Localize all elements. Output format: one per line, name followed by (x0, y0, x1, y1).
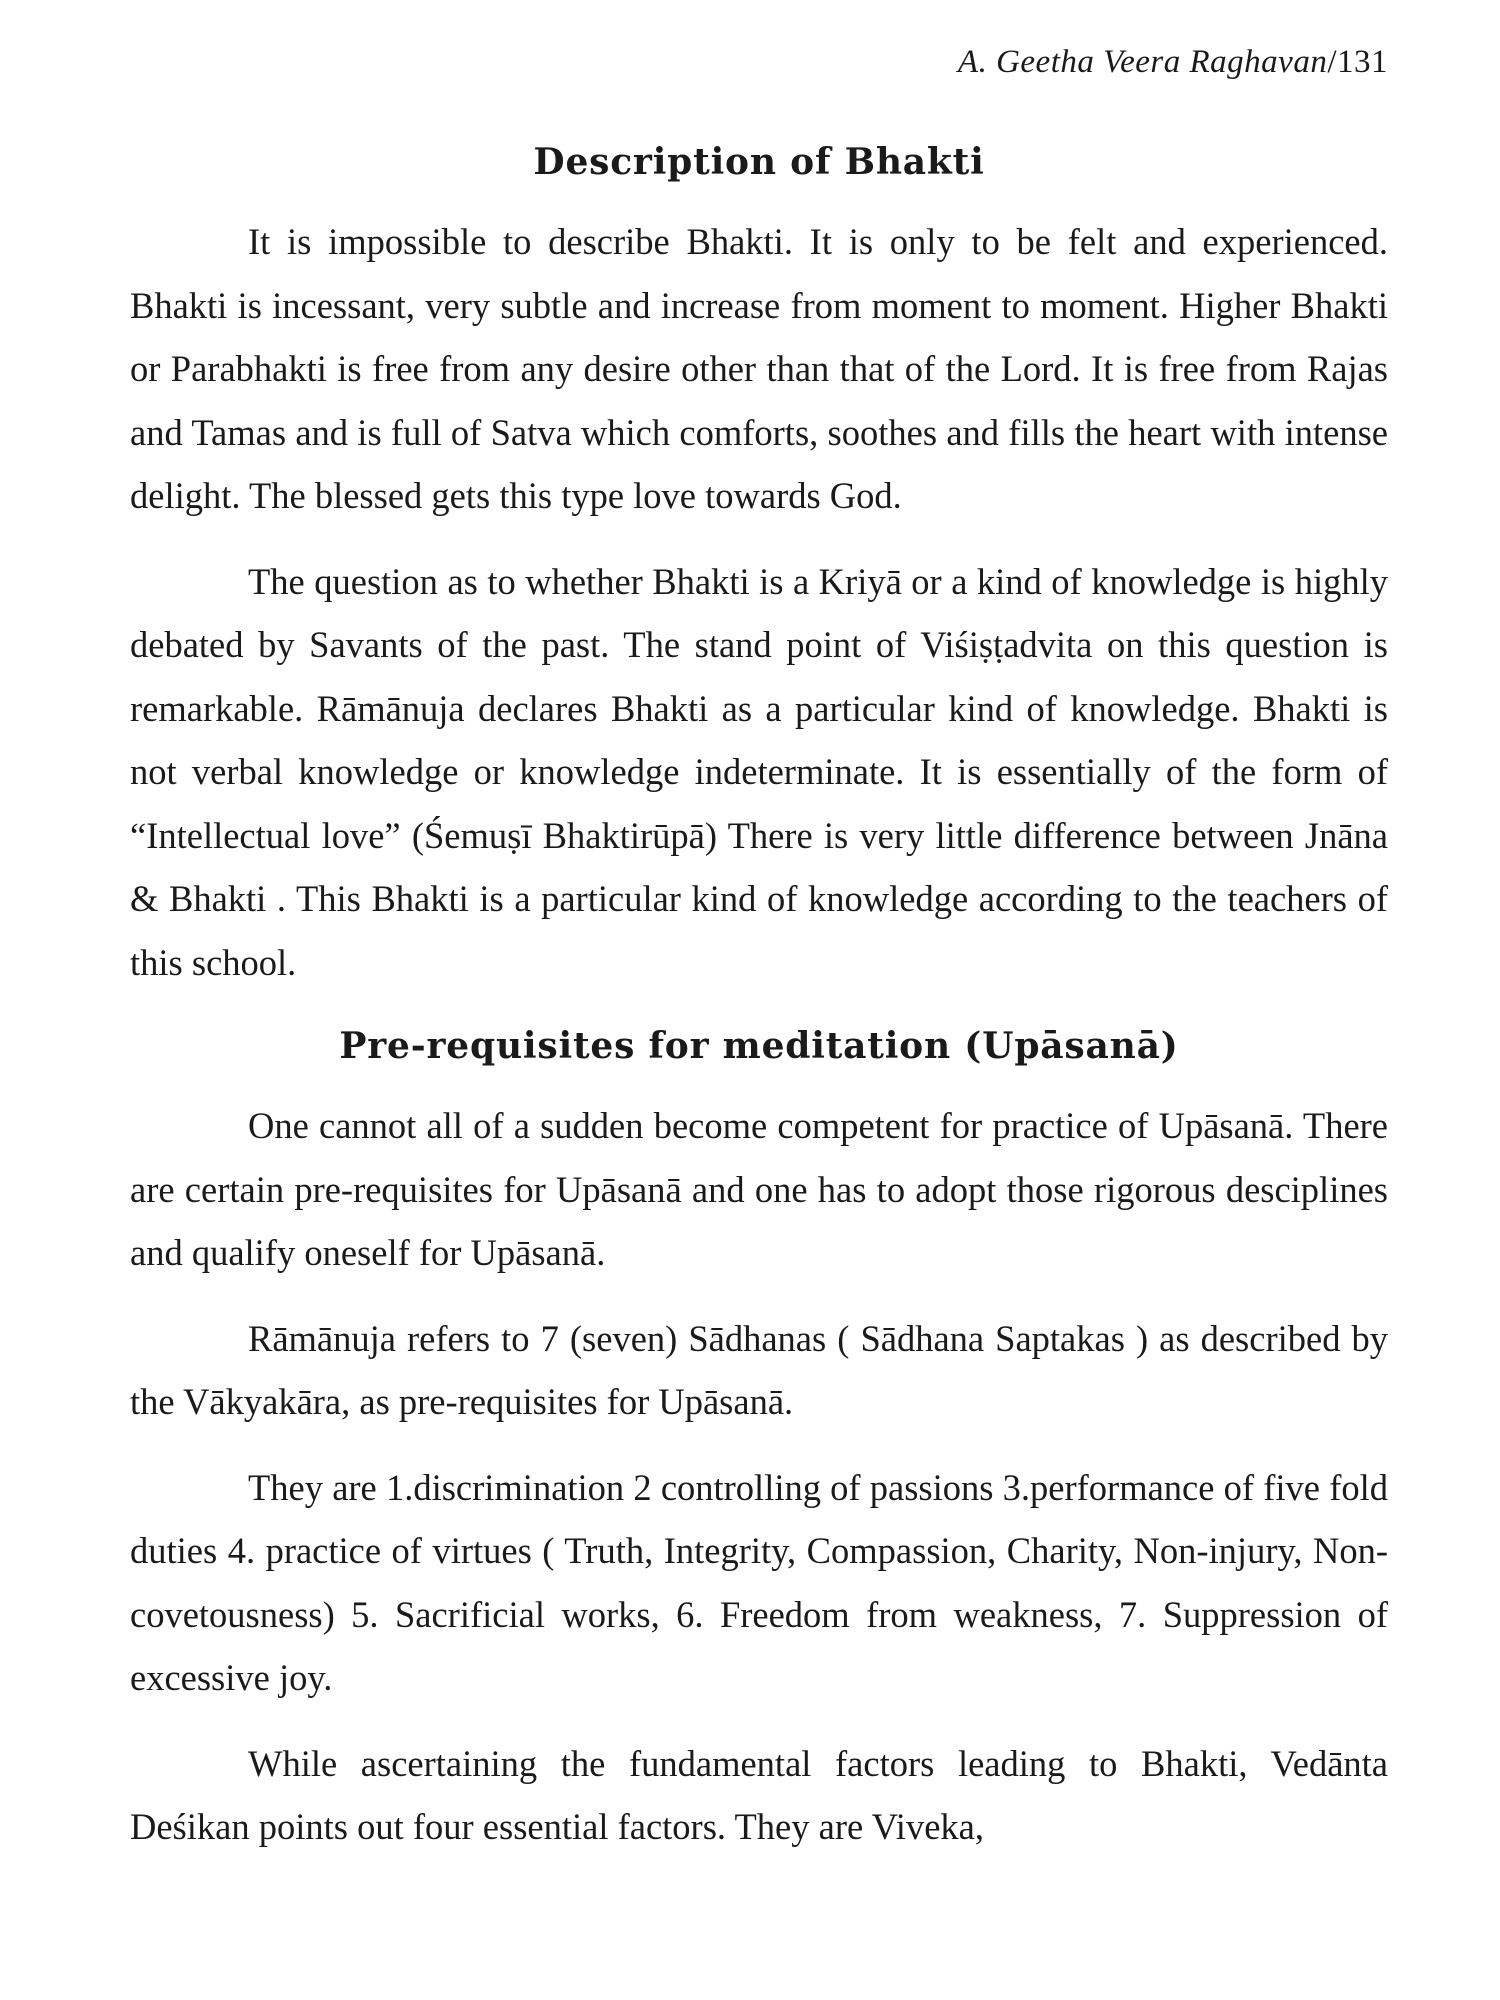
section-heading-pre-requisites: Pre-requisites for meditation (Upāsanā) (339, 1025, 1179, 1067)
paragraph: They are 1.discrimination 2 controlling of passions 3.performance of five fold duties 4. practice of virtues ( Truth, Integrity, Compassion, Charity, Non-injury, Non-covetousness) 5. Sacrificial works, 6. Freedom from weakness, 7. Suppression of excessive joy. (130, 1466, 1388, 1698)
running-head-separator: / (1327, 44, 1337, 80)
section-heading-description-of-bhakti: Description of Bhakti (533, 141, 985, 183)
running-head (958, 44, 1388, 81)
paragraph: Rāmānuja refers to 7 (seven) Sādhanas ( Sādhana Saptakas ) as described by the Vākyakāra, as pre-requisites for Upāsanā. (130, 1317, 1388, 1422)
paragraph: The question as to whether Bhakti is a Kriyā or a kind of knowledge is highly debated by Savants of the past. The stand point of Viśiṣṭadvita on this question is remarkable. Rāmānuja declares Bhakti as a particular kind of knowledge. Bhakti is not verbal knowledge or knowledge indeterminate. It is essentially of the form of “Intellectual love” (Śemuṣī Bhaktirūpā) There is very little difference between Jnāna & Bhakti . This Bhakti is a particular kind of knowledge according to the teachers of this school. (130, 560, 1388, 983)
paragraph: While ascertaining the fundamental factors leading to Bhakti, Vedānta Deśikan points out four essential factors. They are Viveka, (130, 1742, 1388, 1847)
paragraph: It is impossible to describe Bhakti. It is only to be felt and experienced. Bhakti is incessant, very subtle and increase from moment to moment. Higher Bhakti or Parabhakti is free from any desire other than that of the Lord. It is free from Rajas and Tamas and is full of Satva which comforts, soothes and fills the heart with intense delight. The blessed gets this type love towards God. (130, 221, 1388, 516)
page-number: 131 (1337, 44, 1388, 80)
running-head-author: A. Geetha Veera Raghavan (957, 44, 1328, 80)
page-body (130, 132, 1388, 1881)
paragraph: One cannot all of a sudden become competent for practice of Upāsanā. There are certain pre-requisites for Upāsanā and one has to adopt those rigorous desciplines and qualify oneself for Upāsanā. (130, 1105, 1388, 1273)
